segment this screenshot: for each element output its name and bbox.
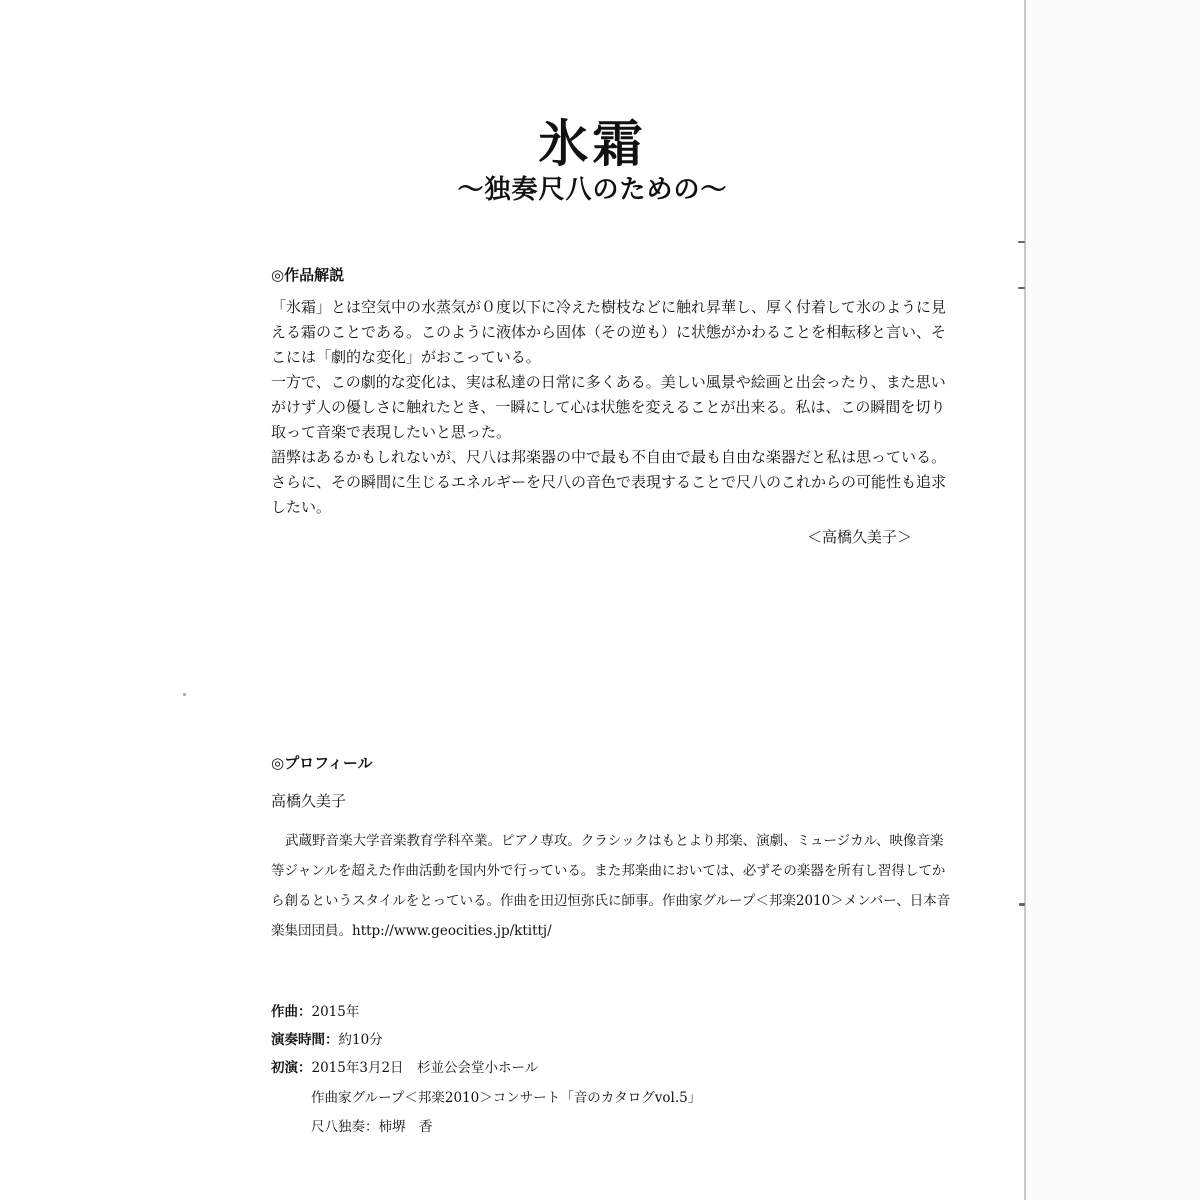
scan-speck [1018, 287, 1025, 289]
info-premiere [271, 1057, 538, 1079]
commentary-signature: ＜高橋久美子＞ [806, 528, 912, 546]
page-title: 氷霜 [538, 114, 647, 173]
scan-speck [1018, 241, 1025, 243]
premiere-performer: 尺八独奏：柿堺 香 [311, 1119, 433, 1135]
premiere-label: 初演： [271, 1060, 312, 1076]
duration-label: 演奏時間： [271, 1032, 339, 1048]
profile-line: 等ジャンルを超えた作曲活動を国内外で行っている。また邦楽曲においては、必ずその楽器を所有し習得してか [271, 863, 946, 879]
profile-line: ら創るというスタイルをとっている。作曲を田辺恒弥氏に師事。作曲家グループ＜邦楽2010＞メンバー、日本音 [271, 893, 951, 909]
profile-line: 武蔵野音楽大学音楽教育学科卒業。ピアノ専攻。クラシックはもとより邦楽、演劇、ミュージカル、映像音楽 [285, 833, 944, 849]
duration-value: 約10分 [338, 1032, 383, 1048]
commentary-heading: ◎作品解説 [271, 266, 345, 284]
commentary-body [271, 295, 947, 520]
commentary-line: 「氷霜」とは空気中の水蒸気が０度以下に冷えた樹枝などに触れ昇華し、厚く付着して氷のように見 [271, 298, 947, 316]
profile-name: 高橋久美子 [271, 792, 347, 810]
premiere-concert: 作曲家グループ＜邦楽2010＞コンサート「音のカタログvol.5」 [311, 1090, 702, 1106]
commentary-line: したい。 [271, 498, 332, 516]
page-subtitle: 〜独奏尺八のための〜 [457, 175, 728, 205]
composed-label: 作曲： [271, 1004, 312, 1020]
profile-body [271, 826, 951, 946]
scan-speck [1019, 903, 1025, 906]
commentary-line: さらに、その瞬間に生じるエネルギーを尺八の音色で表現することで尺八のこれからの可能性も追求 [271, 473, 947, 491]
premiere-value: 2015年3月2日 杉並公会堂小ホール [311, 1060, 539, 1076]
profile-heading: ◎プロフィール [271, 754, 373, 772]
commentary-line: 取って音楽で表現したいと思った。 [271, 423, 512, 441]
info-composed [271, 1001, 359, 1023]
commentary-line: 一方で、この劇的な変化は、実は私達の日常に多くある。美しい風景や絵画と出会ったり、また思い [271, 373, 946, 391]
commentary-line: がけず人の優しさに触れたとき、一瞬にして心は状態を変えることが出来る。私は、この瞬間を切り [271, 398, 946, 416]
commentary-line: える霜のことである。このように液体から固体（その逆も）に状態がかわることを相転移と言い、そ [271, 323, 947, 341]
scan-speck [183, 693, 186, 696]
commentary-line: こには「劇的な変化」がおこっている。 [271, 348, 541, 366]
composed-value: 2015年 [311, 1004, 360, 1020]
info-duration [271, 1029, 383, 1051]
commentary-line: 語弊はあるかもしれないが、尺八は邦楽器の中で最も不自由で最も自由な楽器だと私は思っている。 [271, 448, 947, 466]
profile-line: 楽集団団員。http://www.geocities.jp/ktittj/ [271, 923, 552, 939]
